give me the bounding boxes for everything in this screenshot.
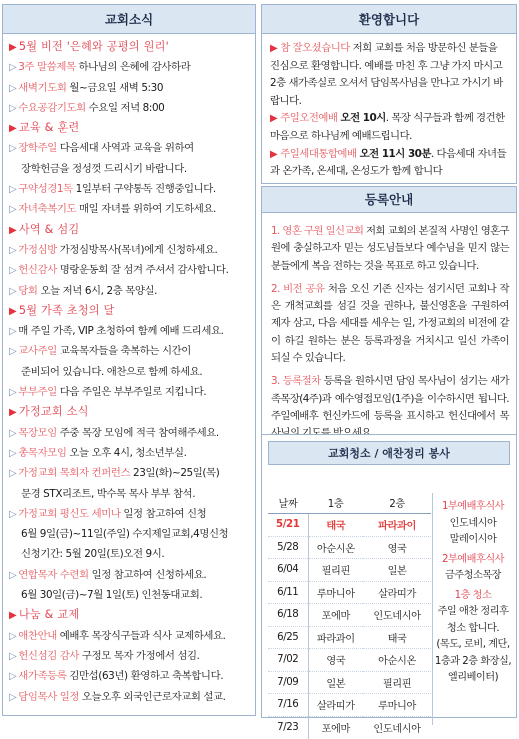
- outline-triangle-icon: ▷: [9, 244, 17, 256]
- news-keyword: 가정교회 목회자 컨퍼런스: [18, 467, 131, 480]
- outline-triangle-icon: ▷: [9, 204, 17, 216]
- news-section-heading: [9, 402, 251, 422]
- news-item: [9, 585, 251, 605]
- news-text: 교육목자들을 축복하는 시간이: [56, 345, 191, 358]
- triangle-bullet-icon: ▶: [270, 148, 278, 160]
- news-item: [9, 78, 251, 98]
- news-item: [9, 138, 251, 158]
- side-note: [434, 499, 512, 549]
- news-text: 문경 STX리조트, 박수목 목사 부부 참석.: [21, 487, 196, 500]
- outline-triangle-icon: ▷: [9, 387, 17, 399]
- outline-triangle-icon: ▷: [9, 671, 17, 683]
- welcome-text: 저희 교회를 처음 방문하신 분들을 진심으로 환영합니다. 예배를 마친 후 그냥 가지 마시고 2층 새가족실로 오셔서 담임목사님을 만나고 가시기 바랍니다.: [270, 42, 503, 107]
- table-row: [268, 694, 431, 717]
- outline-triangle-icon: ▷: [9, 569, 17, 581]
- news-item: [9, 484, 251, 504]
- news-text: 월~금요일 새벽 5:30: [66, 81, 164, 94]
- cell-team: 파라과이: [308, 626, 363, 649]
- triangle-bullet-icon: ▶: [9, 305, 17, 317]
- cell-date: 7/09: [268, 671, 308, 694]
- side-note-line: 주일 애찬 정리후: [437, 606, 509, 617]
- registration-paragraph: [271, 373, 509, 442]
- outline-triangle-icon: ▷: [9, 508, 17, 520]
- cell-date: 6/18: [268, 604, 308, 627]
- welcome-keyword: 주일오전예배: [280, 112, 338, 125]
- triangle-bullet-icon: ▶: [9, 123, 17, 135]
- news-item: [9, 321, 251, 341]
- table-row: [268, 649, 431, 672]
- section-text: 가정교회 소식: [18, 405, 89, 419]
- news-item: [9, 98, 251, 118]
- news-keyword: 헌신감사: [18, 264, 57, 277]
- outline-triangle-icon: ▷: [9, 82, 17, 94]
- registration-text: 등록을 원하시면 담임 목사님이 섬기는 새가족목장(4주)과 예수영접모임(1주)을 이수하시면 됩니다. 주일예배후 헌신카드에 등록을 표시하고 헌신대에서 목: [271, 375, 509, 422]
- divider: [432, 493, 433, 725]
- news-text: 오늘 오후 4시, 청소년부실.: [66, 446, 187, 459]
- news-item: [9, 362, 251, 382]
- cell-team: 영국: [308, 649, 363, 672]
- cleaning-table: [268, 491, 431, 739]
- welcome-keyword: 주일세대통합예배: [280, 147, 357, 160]
- outline-triangle-icon: ▷: [9, 650, 17, 662]
- cell-date: 7/16: [268, 694, 308, 717]
- news-text: 김만섭(63년) 환영하고 축복합니다.: [66, 670, 224, 683]
- registration-paragraph: [271, 223, 509, 275]
- news-keyword: 애찬안내: [18, 629, 57, 642]
- welcome-time: 오전 10시: [337, 112, 386, 125]
- cell-team: 포에마: [308, 716, 363, 739]
- welcome-title: 환영합니다: [262, 5, 516, 34]
- side-note-line: 인도네시아: [449, 517, 497, 529]
- news-item: [9, 382, 251, 402]
- side-note-title: 1부예배후식사: [441, 501, 505, 512]
- church-news-panel: [2, 4, 256, 716]
- section-text: 사역 & 섬김: [18, 222, 80, 236]
- news-item: [9, 463, 251, 483]
- news-text: 23일(화)~25일(목): [130, 467, 220, 480]
- welcome-time: 오전 11시 30분: [356, 147, 431, 160]
- news-item: [9, 646, 251, 666]
- outline-triangle-icon: ▷: [9, 285, 17, 297]
- side-note-title: 1층 청소: [454, 589, 492, 601]
- news-keyword: 당회: [18, 284, 38, 297]
- section-text: 교육 & 훈련: [18, 121, 80, 135]
- news-text: 하나님의 은혜에 감사하라: [75, 61, 191, 74]
- registration-keyword: 2. 비전 공유: [271, 282, 325, 295]
- news-item: [9, 504, 251, 524]
- outline-triangle-icon: ▷: [9, 630, 17, 642]
- cell-date: 6/04: [268, 559, 308, 582]
- cell-team: 인도네시아: [363, 716, 431, 739]
- outline-triangle-icon: ▷: [9, 265, 17, 277]
- cell-team: 태국: [363, 626, 431, 649]
- news-text: 일정 참고하여 신청하세요.: [88, 568, 207, 581]
- news-text: 매 주일 가족, VIP 초청하여 함께 예배 드리세요.: [18, 325, 224, 338]
- news-section-heading: [9, 301, 251, 321]
- triangle-bullet-icon: ▶: [9, 42, 17, 53]
- cell-team: 태국: [326, 521, 346, 533]
- welcome-text: . 목장 식구들과 함께 경건한 마음으로 하나님께 예배드립니다.: [270, 112, 505, 142]
- cell-date: 6/25: [268, 626, 308, 649]
- table-row: [268, 514, 431, 537]
- triangle-bullet-icon: ▶: [9, 407, 17, 419]
- news-item: [9, 666, 251, 686]
- side-note: [434, 588, 512, 687]
- section-text: 나눔 & 교제: [18, 608, 80, 622]
- news-item: [9, 179, 251, 199]
- news-item: [9, 565, 251, 585]
- cell-team: 포에마: [308, 604, 363, 627]
- church-news-list: [3, 34, 255, 707]
- cell-team: 루마니아: [308, 581, 363, 604]
- news-text: 신청기간: 5월 20일(토)오전 9시.: [21, 548, 165, 561]
- cleaning-panel: [261, 434, 517, 735]
- news-item: [9, 687, 251, 707]
- news-section-heading: [9, 220, 251, 240]
- news-text: 일정 참고하여 신청: [120, 507, 207, 520]
- news-text: 명랑운동회 잘 섬겨 주셔서 감사합니다.: [56, 264, 229, 277]
- news-keyword: 장학주일: [18, 142, 57, 155]
- news-text: 1일부터 구약통독 진행중입니다.: [72, 183, 216, 196]
- news-item: [9, 524, 251, 544]
- news-keyword: 3주 말씀제목: [18, 61, 76, 74]
- table-row: [268, 671, 431, 694]
- news-item: [9, 260, 251, 280]
- registration-title: 등록안내: [262, 187, 516, 213]
- news-keyword: 총목자모임: [18, 446, 67, 459]
- news-keyword: 담임목사 일정: [18, 690, 80, 703]
- outline-triangle-icon: ▷: [9, 184, 17, 196]
- news-text: 6월 9일(금)~11일(주일) 수지제일교회,4명신청: [21, 528, 229, 541]
- outline-triangle-icon: ▷: [9, 427, 17, 439]
- news-item: [9, 423, 251, 443]
- news-text: 다음세대 사역과 교육을 위하여: [56, 142, 194, 155]
- cell-team: 살라띠가: [308, 694, 363, 717]
- news-item: [9, 544, 251, 564]
- outline-triangle-icon: ▷: [9, 143, 17, 155]
- col-floor1: 1층: [308, 491, 363, 514]
- news-keyword: 자녀축복기도: [18, 203, 77, 216]
- news-keyword: 연합목자 수련회: [18, 568, 89, 581]
- cell-team: 아순시온: [363, 649, 431, 672]
- welcome-panel: [261, 4, 517, 184]
- cell-team: 살라띠가: [363, 581, 431, 604]
- cell-date: 6/11: [268, 581, 308, 604]
- news-keyword: 수요공감기도회: [18, 101, 86, 114]
- news-keyword: 가정심방: [18, 243, 57, 256]
- cleaning-table-header: [268, 491, 431, 514]
- outline-triangle-icon: ▷: [9, 447, 17, 459]
- outline-triangle-icon: ▷: [9, 102, 17, 114]
- table-row: [268, 604, 431, 627]
- welcome-keyword: 참 잘오셨습니다: [280, 42, 350, 54]
- news-item: [9, 240, 251, 260]
- side-note-line: 금주청소목장: [444, 570, 502, 581]
- col-date: 날짜: [268, 491, 308, 514]
- welcome-paragraph: [270, 146, 508, 181]
- cell-date: 5/21: [268, 514, 308, 537]
- triangle-bullet-icon: ▶: [9, 224, 17, 236]
- news-text: 6월 30일(금)~7월 1일(토) 인천동대교회.: [21, 589, 203, 602]
- cell-team: 인도네시아: [363, 604, 431, 627]
- side-note-title: 2부예배후식사: [441, 553, 505, 565]
- triangle-bullet-icon: ▶: [270, 43, 278, 54]
- cell-team: 일본: [363, 559, 431, 582]
- cell-date: 5/28: [268, 536, 308, 559]
- news-keyword: 새가족등록: [18, 670, 67, 683]
- side-note-line: (목도, 로비, 계단,: [436, 639, 510, 650]
- news-section-heading: [9, 605, 251, 625]
- news-text: 오늘 저녁 6시, 2층 목양실.: [37, 284, 158, 297]
- col-floor2: 2층: [363, 491, 431, 514]
- news-text: 구정모 목자 가정에서 섬김.: [79, 649, 200, 662]
- section-text: 5월 가족 초청의 달: [18, 303, 115, 317]
- news-keyword: 헌신섬김 감사: [18, 649, 80, 662]
- side-note-line: 말레이시아: [449, 534, 497, 545]
- table-row: [268, 716, 431, 739]
- news-item: [9, 281, 251, 301]
- news-section-heading: [9, 118, 251, 138]
- news-text: 주중 목장 모임에 적극 참여해주세요.: [56, 426, 219, 439]
- news-item: [9, 57, 251, 77]
- registration-paragraph: [271, 281, 509, 367]
- news-text: 수요일 저녁 8:00: [85, 101, 165, 114]
- news-item: [9, 341, 251, 361]
- cell-team: 아순시온: [308, 536, 363, 559]
- news-section-heading: [9, 37, 251, 57]
- church-news-title: 교회소식: [3, 5, 255, 34]
- news-text: 장학헌금을 정성껏 드리시기 바랍니다.: [21, 162, 187, 175]
- news-keyword: 교사주일: [18, 345, 57, 358]
- table-row: [268, 626, 431, 649]
- side-note-line: 1층과 2층 화장실,: [434, 655, 512, 667]
- cell-team: 일본: [308, 671, 363, 694]
- cleaning-title: 교회청소 / 애찬정리 봉사: [268, 441, 510, 465]
- news-item: [9, 626, 251, 646]
- welcome-body: [262, 34, 516, 181]
- news-keyword: 구약성경1독: [18, 183, 73, 196]
- cell-team: 루마니아: [363, 694, 431, 717]
- news-item: [9, 159, 251, 179]
- triangle-bullet-icon: ▶: [270, 113, 278, 125]
- welcome-text: . 다음세대 자녀들과 온가족, 온세대, 온성도가 함께 합니다: [270, 147, 507, 178]
- welcome-paragraph: [270, 110, 508, 145]
- outline-triangle-icon: ▷: [9, 346, 17, 358]
- welcome-paragraph: [270, 40, 508, 110]
- side-note: [434, 552, 512, 585]
- news-text: 가정심방목사(목녀)에게 신청하세요.: [56, 243, 218, 256]
- outline-triangle-icon: ▷: [9, 691, 17, 703]
- news-text: 다음 주일은 부부주일로 지킵니다.: [56, 386, 207, 399]
- table-row: [268, 559, 431, 582]
- registration-text: 저희 교회의 본질적 사명인 영혼구원에 충실하고자 믿는 성도님들보다 예수님을 믿지 않는 분들에게 복음 전하는 것을 목표로 하고 있습니다.: [271, 225, 509, 272]
- cell-team: 필리핀: [308, 559, 363, 582]
- news-keyword: 가정교회 평신도 세미나: [18, 507, 121, 520]
- registration-text: 처음 오신 기존 신자는 섬기시던 교회나 작은 개척교회를 섬길 것을 권하나, 불신영혼을 구원하여 제자 삼고, 다음 세대를 세우는 일, 가정교회의 비전에 같이 하길 원하는 분은 등록과정을 거치시고 일신 가족이 되실 수 있습니다.: [271, 282, 509, 365]
- cell-team: 영국: [363, 536, 431, 559]
- section-text: 5월 비전 '은혜와 공평의 원리': [18, 40, 169, 53]
- table-row: [268, 581, 431, 604]
- cell-team: 파라과이: [378, 521, 416, 533]
- news-keyword: 목장모임: [18, 426, 57, 439]
- triangle-bullet-icon: ▶: [9, 610, 17, 622]
- news-text: 준비되어 있습니다. 애찬으로 함께 하세요.: [21, 365, 203, 378]
- registration-keyword: 3. 등록절차: [271, 375, 321, 388]
- registration-body: [262, 213, 516, 443]
- cell-date: 7/02: [268, 649, 308, 672]
- outline-triangle-icon: ▷: [9, 326, 17, 338]
- outline-triangle-icon: ▷: [9, 62, 17, 74]
- cleaning-side-notes: [434, 499, 512, 690]
- news-item: [9, 199, 251, 219]
- outline-triangle-icon: ▷: [9, 468, 17, 480]
- cell-team: 필리핀: [363, 671, 431, 694]
- news-text: 예배후 목장식구들과 식사 교제하세요.: [56, 629, 226, 642]
- cell-date: 7/23: [268, 716, 308, 739]
- side-note-line: 엘리베이터): [447, 672, 499, 683]
- table-row: [268, 536, 431, 559]
- news-keyword: 부부주일: [18, 386, 57, 399]
- news-item: [9, 443, 251, 463]
- news-text: 매일 자녀를 위하여 기도하세요.: [76, 203, 216, 216]
- news-keyword: 새벽기도회: [18, 81, 67, 94]
- news-text: 오늘오후 외국인근로자교회 설교.: [79, 690, 226, 703]
- registration-keyword: 1. 영혼 구원 일신교회: [271, 225, 364, 237]
- side-note-line: 청소 합니다.: [446, 622, 500, 634]
